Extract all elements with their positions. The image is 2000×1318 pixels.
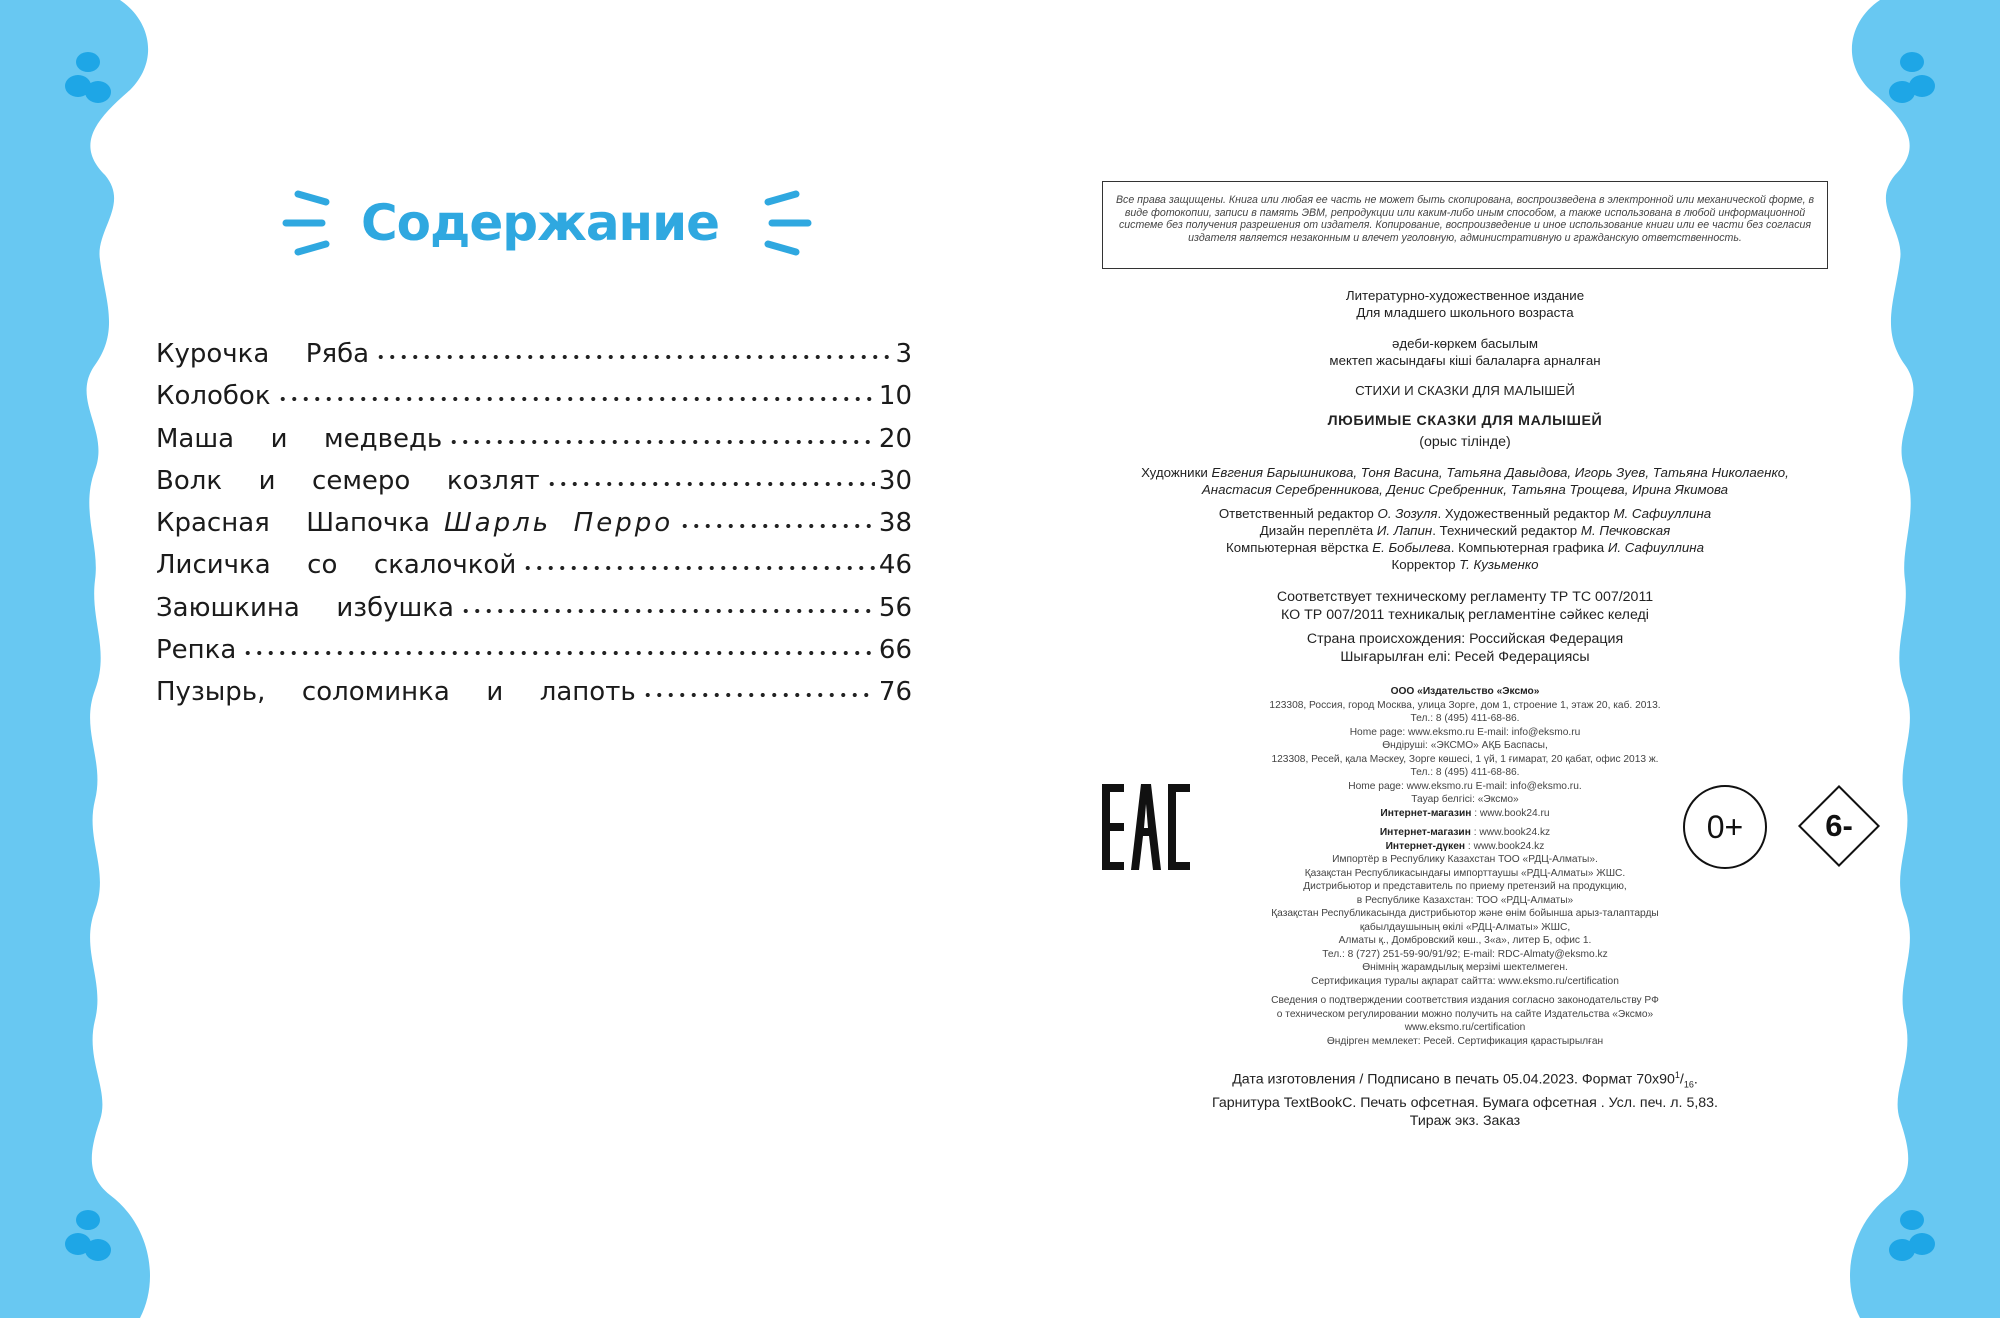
toc-list	[156, 336, 912, 717]
book-title: ЛЮБИМЫЕ СКАЗКИ ДЛЯ МАЛЫШЕЙ	[1327, 413, 1603, 429]
right-scalloped-border	[1830, 0, 2000, 1318]
leader-dots	[642, 674, 875, 700]
print-line: Тираж экз. Заказ	[1409, 1112, 1521, 1129]
artists-label: Художники	[1141, 465, 1208, 480]
age-rating-text: 0+	[1706, 808, 1744, 845]
leader-dots	[448, 421, 875, 447]
importer-line: Импортёр в Республику Казахстан ТОО «РДЦ-Алматы».	[1332, 854, 1598, 865]
toc-item-page: 38	[878, 508, 912, 539]
publisher-line: Тел.: 8 (495) 411-68-86.	[1410, 767, 1520, 778]
print-line: Дата изготовления / Подписано в печать 05.04.2023. Формат $70x90^1/_{16}$.	[1232, 1070, 1698, 1090]
edition-info-kz	[1100, 335, 1830, 369]
toc-item[interactable]	[156, 378, 912, 420]
toc-item[interactable]	[156, 505, 912, 547]
age-group-kz: мектеп жасындағы кіші балаларға арналған	[1329, 353, 1601, 368]
edition-type-kz: әдеби-көркем басылым	[1391, 336, 1539, 351]
leader-dots	[277, 378, 875, 404]
toc-item-page: 76	[878, 677, 912, 708]
staff-line: Ответственный редактор О. Зозуля. Художественный редактор М. Сафиуллина	[1218, 506, 1712, 521]
staff-line: Компьютерная вёрстка Е. Бобылева. Компьютерная графика И. Сафиуллина	[1226, 540, 1704, 555]
toc-item-page: 30	[878, 465, 912, 496]
edition-info	[1100, 287, 1830, 321]
artists-names: Анастасия Серебренникова, Денис Сребренник, Татьяна Трощева, Ирина Якимова	[1201, 482, 1729, 497]
toc-item[interactable]	[156, 463, 912, 505]
toc-item-page: 20	[878, 423, 912, 454]
edition-type: Литературно-художественное издание	[1345, 288, 1585, 303]
toc-item-title: Заюшкина избушка	[156, 592, 454, 623]
certification-line: о техническом регулировании можно получить на сайте Издательства «Эксмо»	[1276, 1008, 1654, 1020]
publisher-line: Тауар белгісі: «Эксмо»	[1411, 794, 1519, 805]
publisher-line: 123308, Россия, город Москва, улица Зорге, дом 1, строение 1, этаж 20, каб. 2013.	[1269, 699, 1661, 711]
leader-dots	[546, 463, 875, 489]
toc-item[interactable]	[156, 336, 912, 378]
toc-item[interactable]	[156, 674, 912, 716]
publisher-line: Home page: www.eksmo.ru E-mail: info@eksmo.ru	[1349, 726, 1581, 738]
toc-item-title: Красная Шапочка	[156, 508, 430, 539]
origin-info	[1100, 630, 1830, 666]
origin-line: Страна происхождения: Российская Федерация	[1306, 631, 1624, 647]
staff-credits	[1100, 505, 1830, 573]
print-line: Гарнитура TextBookC. Печать офсетная. Бумага офсетная . Усл. печ. л. 5,83.	[1212, 1094, 1718, 1111]
toc-item[interactable]	[156, 421, 912, 463]
shop-line: Интернет-магазин : www.book24.ru	[1380, 807, 1550, 819]
importer-line: Тел.: 8 (727) 251-59-90/91/92; E-mail: RDC-Almaty@eksmo.kz	[1322, 948, 1608, 960]
toc-item-title: Пузырь, соломинка и лапоть	[156, 677, 636, 708]
certification-line: www.eksmo.ru/certification	[1404, 1022, 1526, 1033]
regulation-line: Соответствует техническому регламенту ТР ТС 007/2011	[1276, 589, 1654, 605]
age-rating-circle	[1683, 785, 1767, 869]
print-info	[1100, 1066, 1830, 1130]
importer-line: Дистрибьютор и представитель по приему претензий на продукцию,	[1303, 881, 1627, 892]
importer-line: Өнімнің жарамдылық мерзімі шектелмеген.	[1362, 962, 1568, 973]
importer-line: қабылдаушының өкілі «РДЦ-Алматы» ЖШС,	[1359, 921, 1571, 933]
toc-item-page: 56	[878, 592, 912, 623]
importer-line: Сертификация туралы ақпарат сайтта: www.eksmo.ru/certification	[1311, 975, 1619, 987]
age-group: Для младшего школьного возраста	[1356, 305, 1574, 320]
eac-mark-icon	[1102, 784, 1190, 870]
age-rating-text: 6-	[1825, 808, 1853, 843]
toc-header	[270, 178, 810, 268]
leader-dots	[460, 590, 875, 616]
left-scalloped-border	[0, 0, 170, 1318]
certification-line: Өндірген мемлекет: Ресей. Сертификация қарастырылған	[1326, 1035, 1604, 1047]
importer-line: в Республике Казахстан: ТОО «РДЦ-Алматы»	[1356, 894, 1574, 906]
toc-item-page: 46	[878, 550, 912, 581]
rights-notice-box	[1102, 181, 1828, 269]
importer-line: Алматы қ., Домбровский көш., 3«а», литер Б, офис 1.	[1338, 935, 1592, 946]
shop-line: Интернет-магазин : www.book24.kz	[1379, 827, 1551, 838]
toc-item[interactable]	[156, 547, 912, 589]
rights-notice-text: Все права защищены. Книга или любая ее часть не может быть скопирована, воспроизведена в электронной или механической форме, в виде фотокопии, записи в память ЭВМ, репродукции или каким-либо иным способом, а также использована в любой информационной системе без получения разрешения от издателя. Копирование, воспроизведение и иное использование книги или ее части без согласия издателя является незаконным и влечет уголовную, административную и гражданскую ответственность.	[1115, 194, 1815, 244]
burst-lines-right-icon	[748, 178, 818, 268]
leader-dots	[242, 632, 875, 658]
publisher-name: ООО «Издательство «Эксмо»	[1390, 686, 1540, 697]
leader-dots	[679, 505, 875, 531]
toc-item-title: Волк и семеро козлят	[156, 465, 540, 496]
series-title: СТИХИ И СКАЗКИ ДЛЯ МАЛЫШЕЙ	[1355, 383, 1575, 398]
leader-dots	[522, 547, 875, 573]
age-rating-diamond	[1795, 782, 1883, 870]
toc-item-title: Колобок	[156, 381, 271, 412]
leader-dots	[375, 336, 891, 362]
shop-line: Интернет-дүкен : www.book24.kz	[1385, 840, 1545, 852]
language-note: (орыс тілінде)	[1419, 434, 1511, 450]
staff-line: Корректор Т. Кузьменко	[1391, 557, 1539, 572]
regulation-info	[1100, 588, 1830, 624]
toc-item[interactable]	[156, 632, 912, 674]
toc-item-page: 3	[895, 339, 912, 369]
artists-names: Евгения Барышникова, Тоня Васина, Татьяна Давыдова, Игорь Зуев, Татьяна Николаенко,	[1211, 465, 1789, 480]
toc-item-page: 66	[878, 635, 912, 666]
toc-item-title: Репка	[156, 635, 237, 666]
importer-line: Қазақстан Республикасындағы импорттаушы «РДЦ-Алматы» ЖШС.	[1304, 867, 1626, 879]
toc-item-title: Курочка Ряба	[156, 339, 370, 369]
publisher-line: Тел.: 8 (495) 411-68-86.	[1410, 713, 1520, 724]
toc-item-title: Лисичка со скалочкой	[156, 550, 517, 581]
importer-line: Қазақстан Республикасында дистрибьютор және өнім бойынша арыз-талаптарды	[1271, 908, 1659, 919]
regulation-line-kz: КО ТР 007/2011 техникалық регламентіне сәйкес келеді	[1281, 607, 1649, 623]
toc-item-page: 10	[878, 381, 912, 412]
toc-item-title: Маша и медведь	[156, 423, 443, 454]
publisher-line: Home page: www.eksmo.ru E-mail: info@eksmo.ru.	[1348, 780, 1582, 792]
publisher-line: 123308, Ресей, қала Мәскеу, Зорге көшесі, 1 үй, 1 ғимарат, 20 қабат, офис 2013 ж.	[1271, 753, 1659, 765]
toc-title: Содержание	[360, 194, 720, 252]
staff-line: Дизайн переплёта И. Лапин. Технический редактор М. Печковская	[1259, 523, 1671, 538]
certification-line: Сведения о подтверждении соответствия издания согласно законодательству РФ	[1271, 995, 1659, 1006]
toc-item[interactable]	[156, 590, 912, 632]
toc-item-author: Шарль Перро	[443, 508, 674, 539]
artists	[1100, 464, 1830, 498]
origin-line-kz: Шығарылған елі: Ресей Федерациясы	[1340, 649, 1590, 665]
publisher-line: Өндіруші: «ЭКСМО» АҚБ Баспасы,	[1382, 740, 1548, 751]
